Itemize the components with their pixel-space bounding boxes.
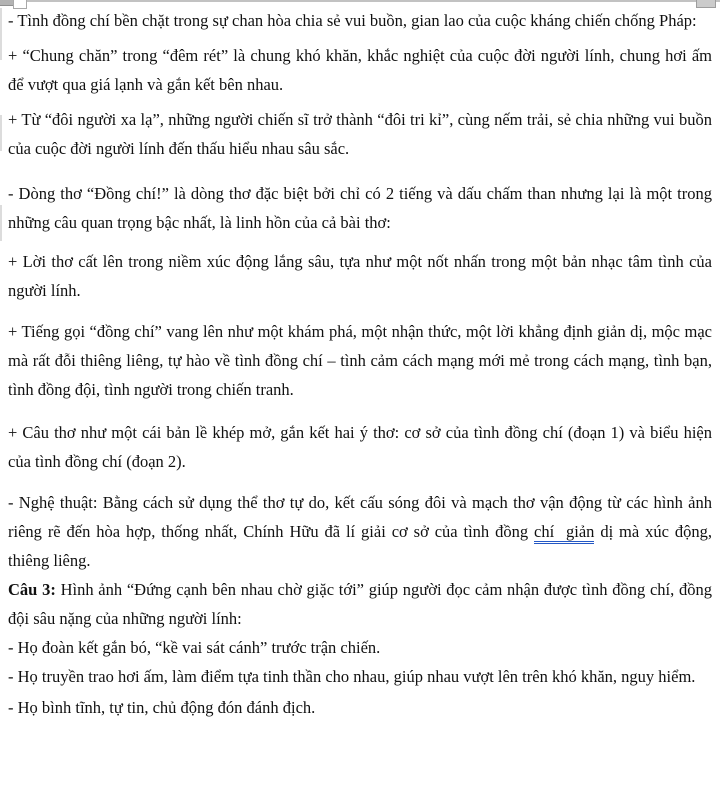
paragraph: - Tình đồng chí bền chặt trong sự chan hòa chia sẻ vui buồn, gian lao của cuộc kháng chiến chống Pháp: (8, 11, 697, 30)
document-content (0, 6, 720, 722)
paragraph: - Họ đoàn kết gắn bó, “kề vai sát cánh” trước trận chiến. (8, 638, 381, 657)
paragraph (8, 488, 712, 575)
paragraph: + “Chung chăn” trong “đêm rét” là chung khó khăn, khắc nghiệt của cuộc đời người lính, chung hơi ấm để vượt qua giá lạnh và gắn kết bên nhau. (8, 46, 712, 94)
paragraph-text: dị mà xúc động, thiêng liêng. (8, 522, 712, 570)
paragraph (8, 575, 712, 633)
paragraph: + Lời thơ cất lên trong niềm xúc động lắng sâu, tựa như một nốt nhấn trong một bản nhạc tâm tình của người lính. (8, 252, 712, 300)
paragraph: + Từ “đôi người xa lạ”, những người chiến sĩ trở thành “đôi tri kỉ”, cùng nếm trải, sẻ chia những vui buồn của cuộc đời người lính đến thấu hiểu nhau sâu sắc. (8, 110, 712, 158)
paragraph: - Họ truyền trao hơi ấm, làm điểm tựa tinh thần cho nhau, giúp nhau vượt lên trên khó khăn, nguy hiểm. (8, 667, 696, 686)
paragraph: + Tiếng gọi “đồng chí” vang lên như một khám phá, một nhận thức, một lời khẳng định giản dị, mộc mạc mà rất đỗi thiêng liêng, tự hào về tình đồng chí – tình cảm cách mạng mới mẻ trong cách mạng, tình bạn, tình đồng đội, tình người trong chiến tranh. (8, 322, 712, 399)
paragraph: - Họ bình tĩnh, tự tin, chủ động đón đánh địch. (8, 698, 316, 717)
paragraph-text: - Nghệ thuật: Bằng cách sử dụng thể thơ tự do, kết cấu sóng đôi và mạch thơ vận động từ các hình ảnh riêng rẽ đến hòa hợp, thống nhất, Chính Hữu đã lí giải cơ sở của tình đồng (8, 493, 712, 541)
question-label: Câu 3: (8, 580, 56, 599)
paragraph: + Câu thơ như một cái bản lề khép mở, gắn kết hai ý thơ: cơ sở của tình đồng chí (đoạn 1) và biểu hiện của tình đồng chí (đoạn 2). (8, 423, 712, 471)
paragraph-text: Hình ảnh “Đứng cạnh bên nhau chờ giặc tới” giúp người đọc cảm nhận được tình đồng chí, đồng đội sâu nặng của những người lính: (8, 580, 712, 628)
paragraph: - Dòng thơ “Đồng chí!” là dòng thơ đặc biệt bởi chỉ có 2 tiếng và dấu chấm than nhưng lại là một trong những câu quan trọng bậc nhất, là linh hồn của cả bài thơ: (8, 184, 712, 232)
toolbar-bottom-edge (0, 0, 720, 2)
grammar-flagged-text[interactable]: chí giản (534, 522, 594, 544)
